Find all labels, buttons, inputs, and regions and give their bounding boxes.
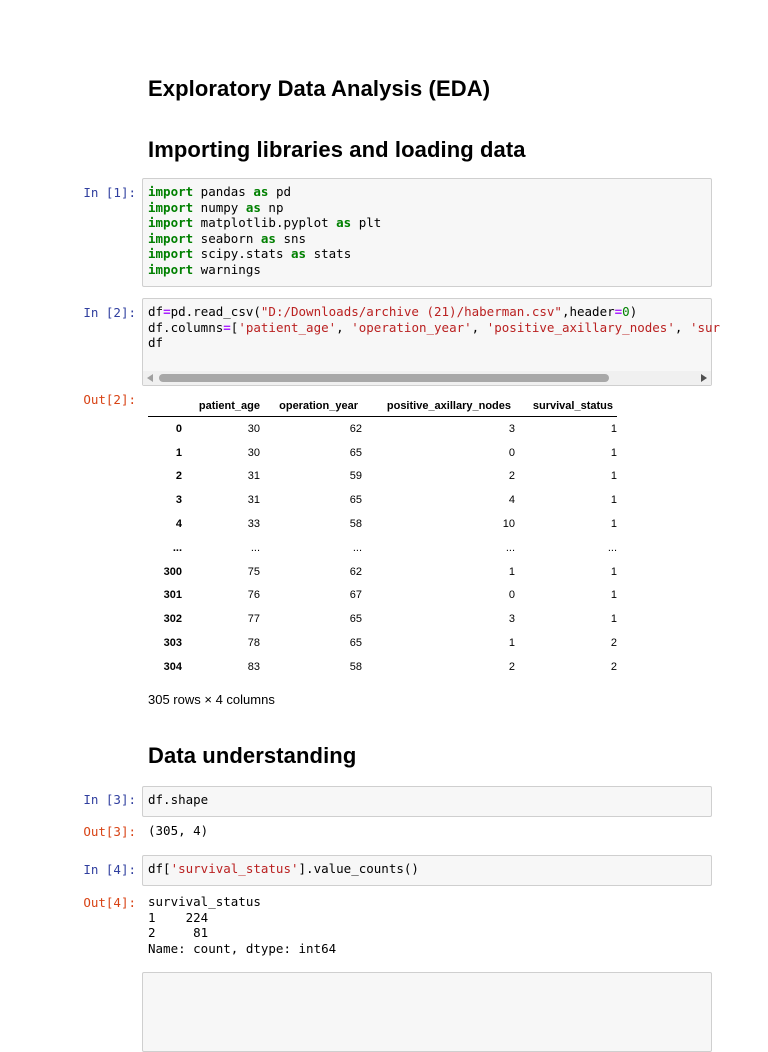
table-cell: 33 (247, 518, 260, 531)
table-cell: 0 (508, 446, 515, 459)
page-title: Exploratory Data Analysis (EDA) (148, 76, 491, 101)
table-cell: 59 (349, 470, 362, 483)
section-heading-importing: Importing libraries and loading data (148, 137, 526, 162)
scroll-right-icon[interactable] (701, 374, 707, 382)
table-cell: ... (352, 541, 362, 554)
table-cell: ... (505, 541, 515, 554)
table-cell: 10 (502, 518, 515, 531)
scroll-left-icon[interactable] (147, 374, 153, 382)
code-line (148, 200, 711, 216)
table-row (148, 536, 617, 560)
code-editor-2[interactable] (143, 299, 721, 351)
code-token: as (253, 184, 269, 199)
row-index: 2 (175, 470, 182, 483)
row-index: 302 (163, 613, 182, 626)
code-line (148, 304, 711, 320)
code-token: df[ (148, 861, 171, 876)
code-editor-3[interactable] (143, 787, 711, 808)
table-cell: 1 (508, 637, 515, 650)
table-cell: 1 (610, 494, 617, 507)
table-cell: 3 (508, 613, 515, 626)
code-line (148, 861, 711, 877)
table-cell: ... (250, 541, 260, 554)
code-token: , (336, 319, 352, 335)
code-token: [ (230, 319, 239, 335)
code-token: = (163, 304, 171, 319)
code-token: 'sur (689, 319, 721, 335)
table-cell: 58 (349, 660, 362, 673)
table-cell: 1 (610, 422, 617, 435)
code-token: ) (629, 304, 638, 319)
table-row (148, 465, 617, 489)
code-token: = (223, 319, 231, 335)
code-token: pandas (193, 184, 254, 199)
table-cell: 3 (508, 422, 515, 435)
row-index: 1 (175, 446, 182, 459)
table-cell: 1 (508, 565, 515, 578)
code-token: as (291, 246, 307, 262)
table-cell: 31 (247, 470, 260, 483)
code-token: df.shape (148, 792, 209, 807)
cell-prompt-4: In [4]: (83, 862, 136, 877)
code-token: pd (268, 184, 292, 199)
output-text-4: survival_status 1 224 2 81 Name: count, dtype: int64 (148, 894, 337, 956)
code-token: scipy.stats (193, 246, 291, 262)
table-cell: 62 (349, 422, 362, 435)
table-cell: 30 (247, 446, 260, 459)
code-token: np (260, 199, 284, 215)
code-token: warnings (193, 261, 261, 277)
table-cell: 65 (349, 446, 362, 459)
code-token: , (674, 319, 690, 335)
table-cell: 1 (610, 446, 617, 459)
code-editor-1[interactable] (143, 179, 711, 278)
table-row (148, 441, 617, 465)
code-token: ,header (561, 304, 615, 319)
row-index: 3 (175, 494, 182, 507)
row-index: ... (172, 541, 182, 554)
row-index: 4 (175, 518, 182, 531)
table-cell: 67 (349, 589, 362, 602)
table-cell: 65 (349, 494, 362, 507)
code-token: 'survival_status' (170, 861, 299, 876)
code-token: import (148, 199, 194, 215)
table-cell: 58 (349, 518, 362, 531)
code-cell-2[interactable] (142, 298, 721, 386)
table-cell: 2 (508, 470, 515, 483)
code-token: as (260, 230, 276, 246)
code-token: , (471, 319, 487, 335)
code-token: matplotlib.pyplot (193, 215, 337, 231)
table-cell: 1 (610, 613, 617, 626)
code-line (148, 215, 711, 231)
code-line (148, 262, 711, 278)
table-cell: 78 (247, 637, 260, 650)
code-token: as (245, 199, 261, 215)
table-row (148, 512, 617, 536)
scrollbar-thumb[interactable] (159, 374, 609, 382)
code-token: seaborn (193, 230, 261, 246)
table-cell: 83 (247, 660, 260, 673)
code-token: pd.read_csv( (170, 304, 261, 319)
index-header (148, 396, 184, 417)
table-cell: 2 (610, 660, 617, 673)
code-token: import (148, 184, 194, 199)
table-cell: 0 (508, 589, 515, 602)
table-cell: 1 (610, 589, 617, 602)
code-line (148, 335, 711, 351)
table-cell: 31 (247, 494, 260, 507)
column-header: patient_age (184, 396, 260, 417)
table-cell: 65 (349, 613, 362, 626)
output-prompt-4: Out[4]: (83, 895, 136, 910)
table-cell: 2 (610, 637, 617, 650)
table-cell: 75 (247, 565, 260, 578)
table-cell: 4 (508, 494, 515, 507)
code-cell-1[interactable] (142, 178, 712, 287)
table-cell: 1 (610, 518, 617, 531)
output-prompt-3: Out[3]: (83, 824, 136, 839)
code-token: df (148, 304, 164, 319)
table-row (148, 631, 617, 655)
code-editor-4[interactable] (143, 856, 711, 877)
code-token: 'positive_axillary_nodes' (486, 319, 675, 335)
code-token: "D:/Downloads/archive (21)/haberman.csv" (260, 304, 562, 319)
code-token: import (148, 261, 194, 277)
code-line (148, 246, 711, 262)
table-cell: 62 (349, 565, 362, 578)
table-row (148, 417, 617, 441)
code-token: 'operation_year' (351, 319, 472, 335)
code-token: import (148, 230, 194, 246)
table-row (148, 560, 617, 584)
code-cell-3[interactable] (142, 786, 712, 817)
table-cell: 30 (247, 422, 260, 435)
code-token: import (148, 215, 194, 231)
table-row (148, 655, 617, 679)
table-row (148, 584, 617, 608)
code-token: 'patient_age' (238, 319, 337, 335)
row-index: 304 (163, 660, 182, 673)
table-row (148, 607, 617, 631)
code-token: 0 (622, 304, 630, 319)
code-token: plt (351, 215, 382, 231)
code-token: numpy (193, 199, 246, 215)
code-token: stats (306, 246, 352, 262)
table-cell: ... (607, 541, 617, 554)
code-token: df.columns (148, 319, 224, 335)
dataframe-table (148, 396, 617, 679)
code-token: as (336, 215, 352, 231)
row-index: 301 (163, 589, 182, 602)
cell-prompt-2: In [2]: (83, 305, 136, 320)
cell-prompt-3: In [3]: (83, 792, 136, 807)
horizontal-scrollbar[interactable] (143, 371, 711, 385)
row-index: 303 (163, 637, 182, 650)
column-header: positive_axillary_nodes (362, 396, 515, 417)
table-cell: 2 (508, 660, 515, 673)
section-heading-data-understanding: Data understanding (148, 743, 357, 768)
column-header: operation_year (260, 396, 362, 417)
code-line (148, 792, 711, 808)
code-cell-5[interactable] (142, 972, 712, 1052)
code-cell-4[interactable] (142, 855, 712, 886)
code-line (148, 184, 711, 200)
table-cell: 1 (610, 565, 617, 578)
row-index: 0 (175, 422, 182, 435)
output-text-3: (305, 4) (148, 823, 209, 838)
table-row (148, 488, 617, 512)
output-prompt-2: Out[2]: (83, 392, 136, 407)
cell-prompt-1: In [1]: (83, 185, 136, 200)
code-token: df (148, 335, 164, 351)
row-index: 300 (163, 565, 182, 578)
code-token: sns (275, 230, 307, 246)
table-header-row (148, 396, 617, 417)
code-token: import (148, 246, 194, 262)
code-line (148, 231, 711, 247)
table-cell: 76 (247, 589, 260, 602)
code-token: ].value_counts() (298, 861, 419, 876)
table-cell: 77 (247, 613, 260, 626)
table-cell: 1 (610, 470, 617, 483)
code-line (148, 319, 721, 336)
dataframe-shape-info: 305 rows × 4 columns (148, 692, 275, 707)
table-cell: 65 (349, 637, 362, 650)
code-token: = (614, 304, 623, 319)
column-header: survival_status (515, 396, 617, 417)
